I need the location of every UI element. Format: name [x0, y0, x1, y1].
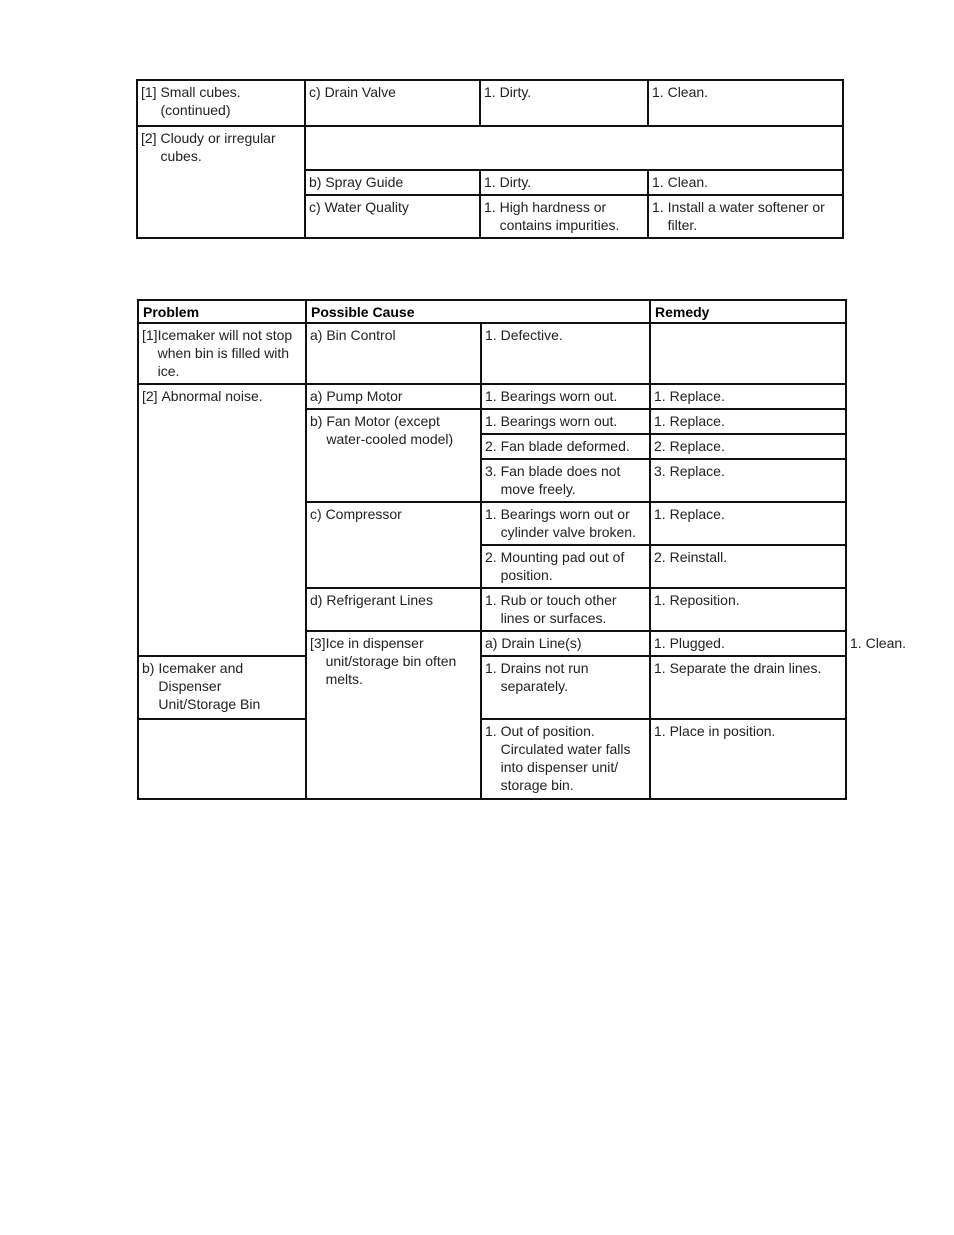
remedy-text: Reinstall.	[669, 549, 728, 565]
remedy-number: 1.	[850, 635, 862, 651]
detail-number: 2.	[485, 549, 497, 565]
remedy-number: 1.	[654, 660, 666, 676]
remedy-text: Reposition.	[669, 592, 740, 608]
cause-cell	[306, 588, 481, 631]
problem-number: [1]	[142, 327, 158, 343]
remedy-cell	[648, 170, 843, 195]
problem-text: Cloudy or irregular cubes.	[160, 130, 276, 164]
remedy-cell	[650, 502, 846, 545]
remedy-text: Clean.	[667, 174, 709, 190]
remedy-cell	[650, 409, 846, 434]
table-row	[137, 80, 843, 126]
cause-text: Pump Motor	[326, 388, 403, 404]
remedy-cell	[648, 80, 843, 126]
detail-text: Bearings worn out.	[500, 388, 618, 404]
detail-cell	[481, 434, 650, 459]
problem-text: Abnormal noise.	[161, 388, 263, 404]
detail-number: 1.	[485, 723, 497, 739]
detail-cell	[481, 719, 650, 799]
cause-text: Bin Control	[326, 327, 396, 343]
remedy-text: Replace.	[669, 506, 725, 522]
cause-text: Fan Motor (except water-cooled model)	[326, 413, 454, 447]
cause-cell	[305, 195, 480, 238]
cause-cell	[305, 170, 480, 195]
cause-cell	[306, 384, 481, 409]
problem-number: [2]	[142, 388, 158, 404]
cause-text: Water Quality	[324, 199, 409, 215]
detail-cell	[481, 409, 650, 434]
cause-letter: c)	[310, 506, 322, 522]
detail-cell	[481, 588, 650, 631]
problem-cell	[138, 384, 306, 656]
detail-number: 1.	[485, 388, 497, 404]
detail-cell	[480, 80, 648, 126]
detail-text: Plugged.	[669, 635, 725, 651]
detail-number: 1.	[485, 413, 497, 429]
remedy-number: 1.	[654, 413, 666, 429]
problem-cell	[137, 80, 305, 126]
remedy-text: Replace.	[669, 463, 725, 479]
problem-cell	[306, 631, 481, 799]
remedy-number: 1.	[652, 199, 664, 215]
problem-text: Small cubes. (continued)	[160, 84, 241, 118]
table-row	[138, 323, 846, 384]
troubleshooting-table	[137, 299, 907, 800]
detail-number: 1.	[484, 84, 496, 100]
cause-text: Drain Valve	[324, 84, 396, 100]
remedy-number: 1.	[654, 723, 666, 739]
detail-text: Fan blade deformed.	[500, 438, 630, 454]
problem-cell	[137, 126, 305, 238]
remedy-cell	[650, 719, 846, 799]
problem-text: Icemaker will not stop when bin is filled with ice.	[157, 327, 293, 379]
cause-letter: b)	[142, 660, 155, 676]
table-row	[138, 656, 846, 719]
remedy-number: 1.	[654, 592, 666, 608]
cause-text: Refrigerant Lines	[326, 592, 433, 608]
remedy-text: Replace.	[669, 438, 725, 454]
detail-cell	[481, 384, 650, 409]
detail-text: High hardness or contains impurities.	[499, 199, 620, 233]
detail-text: Dirty.	[499, 174, 532, 190]
cause-text: Icemaker and Dispenser Unit/Storage Bin	[158, 660, 261, 712]
detail-cell	[650, 631, 846, 656]
detail-text: Defective.	[500, 327, 563, 343]
detail-cell	[480, 195, 648, 238]
detail-text: Out of position. Circulated water falls into dispenser unit/ storage bin.	[500, 723, 631, 793]
remedy-number: 1.	[652, 174, 664, 190]
detail-cell	[481, 502, 650, 545]
detail-cell	[481, 545, 650, 588]
problem-text: Ice in dispenser unit/storage bin often melts.	[325, 635, 457, 687]
detail-number: 2.	[485, 438, 497, 454]
problem-cell	[138, 323, 306, 384]
detail-number: 1.	[485, 660, 497, 676]
remedy-cell	[650, 459, 846, 502]
detail-number: 1.	[484, 174, 496, 190]
remedy-text: Place in position.	[669, 723, 776, 739]
detail-number: 1.	[485, 327, 497, 343]
empty-cell	[138, 719, 306, 799]
detail-number: 1.	[485, 592, 497, 608]
remedy-text: Install a water softener or filter.	[667, 199, 825, 233]
remedy-cell	[650, 588, 846, 631]
empty-cell	[305, 126, 843, 170]
problem-number: [1]	[141, 84, 157, 100]
remedy-cell	[650, 656, 846, 719]
remedy-text: Separate the drain lines.	[669, 660, 822, 676]
remedy-number: 2.	[654, 549, 666, 565]
troubleshooting-table-continued	[136, 79, 844, 239]
remedy-text: Replace.	[669, 388, 725, 404]
cause-text: Drain Line(s)	[501, 635, 582, 651]
cause-letter: c)	[309, 199, 321, 215]
cause-cell	[305, 80, 480, 126]
cause-letter: c)	[309, 84, 321, 100]
cause-text: Spray Guide	[325, 174, 404, 190]
remedy-text: Clean.	[865, 635, 907, 651]
problem-number: [3]	[310, 635, 326, 651]
remedy-number: 1.	[654, 388, 666, 404]
table-row	[137, 126, 843, 170]
cause-cell	[481, 631, 650, 656]
detail-text: Rub or touch other lines or surfaces.	[500, 592, 617, 626]
cause-cell	[306, 323, 481, 384]
remedy-cell	[648, 195, 843, 238]
detail-number: 1.	[654, 635, 666, 651]
remedy-cell	[650, 545, 846, 588]
table-row	[138, 384, 846, 409]
detail-cell	[481, 323, 650, 384]
remedy-number: 1.	[652, 84, 664, 100]
remedy-cell	[650, 434, 846, 459]
table-header-row	[138, 300, 846, 323]
cause-letter: d)	[310, 592, 323, 608]
cause-letter: b)	[309, 174, 322, 190]
detail-number: 1.	[484, 199, 496, 215]
detail-cell	[481, 656, 650, 719]
detail-text: Drains not run separately.	[500, 660, 589, 694]
header-possible-cause: Possible Cause	[306, 300, 650, 323]
detail-cell	[480, 170, 648, 195]
remedy-number: 3.	[654, 463, 666, 479]
detail-text: Bearings worn out.	[500, 413, 618, 429]
detail-text: Fan blade does not move freely.	[500, 463, 621, 497]
remedy-cell	[650, 384, 846, 409]
cause-cell	[138, 656, 306, 719]
cause-letter: a)	[485, 635, 498, 651]
problem-number: [2]	[141, 130, 157, 146]
cause-letter: a)	[310, 327, 323, 343]
remedy-text: Clean.	[667, 84, 709, 100]
cause-letter: a)	[310, 388, 323, 404]
cause-text: Compressor	[325, 506, 402, 522]
remedy-number: 2.	[654, 438, 666, 454]
detail-text: Dirty.	[499, 84, 532, 100]
detail-number: 1.	[485, 506, 497, 522]
cause-cell	[306, 502, 481, 588]
detail-text: Bearings worn out or cylinder valve broken.	[500, 506, 636, 540]
remedy-text: Replace.	[669, 413, 725, 429]
header-remedy: Remedy	[650, 300, 846, 323]
cause-letter: b)	[310, 413, 323, 429]
remedy-number: 1.	[654, 506, 666, 522]
cause-cell	[306, 409, 481, 502]
detail-number: 3.	[485, 463, 497, 479]
detail-text: Mounting pad out of position.	[500, 549, 625, 583]
detail-cell	[481, 459, 650, 502]
remedy-cell	[650, 323, 846, 384]
header-problem: Problem	[138, 300, 306, 323]
table-row	[138, 719, 846, 799]
